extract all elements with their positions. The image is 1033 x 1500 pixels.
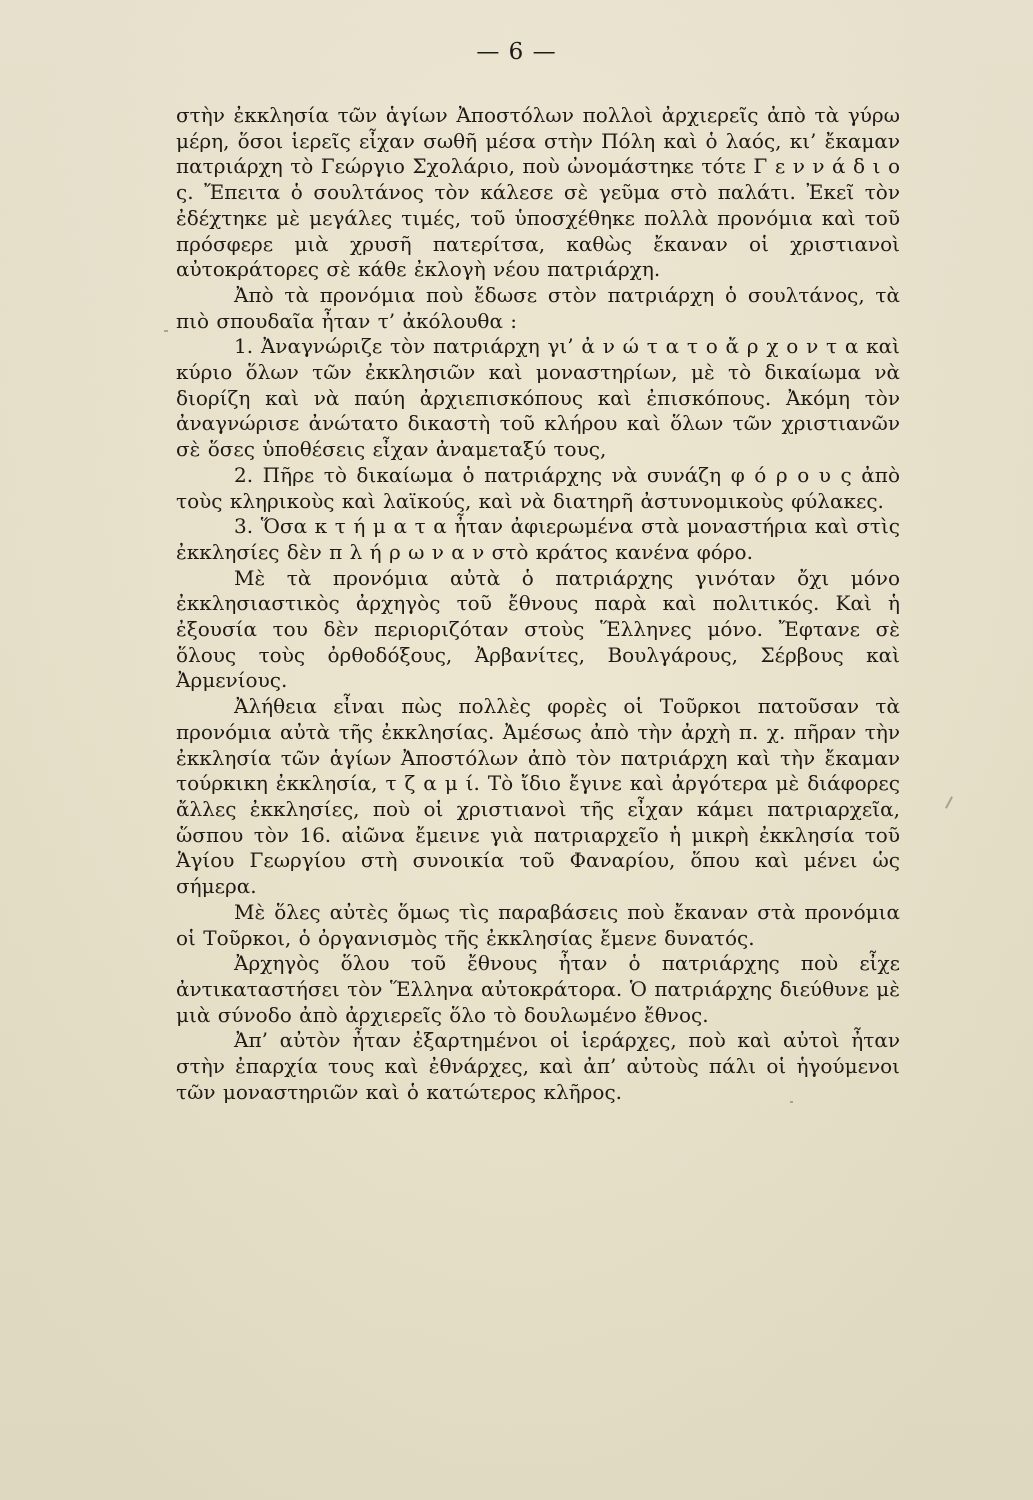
paragraph-privileges-intro: Ἀπὸ τὰ προνόμια ποὺ ἔδωσε στὸν πατριάρχη ὁ σουλτάνος, τὰ πιὸ σπουδαῖα ἦταν τ’ ἀκόλουθα : (176, 282, 900, 333)
paragraph-hierarchy: Ἀπ’ αὐτὸν ἦταν ἐξαρτημένοι οἱ ἱεράρχες, ποὺ καὶ αὐτοὶ ἦταν στὴν ἐπαρχία τους καὶ ἐθνάρχες, καὶ ἀπ’ αὐτοὺς πάλι οἱ ἡγούμενοι τῶν μοναστηριῶν καὶ ὁ κατώτερος κλῆρος. (176, 1028, 900, 1104)
paragraph-continuation: στὴν ἐκκλησία τῶν ἁγίων Ἀποστόλων πολλοὶ ἀρχιερεῖς ἀπὸ τὰ γύρω μέρη, ὅσοι ἱερεῖς εἶχαν σωθῆ μέσα στὴν Πόλη καὶ ὁ λαός, κι’ ἔκαμαν πατριάρχη τὸ Γεώργιο Σχολάριο, ποὺ ὠνομάστηκε τότε Γ ε ν ν ά δ ι ο ς. Ἔπειτα ὁ σουλτάνος τὸν κάλεσε σὲ γεῦμα στὸ παλάτι. Ἐκεῖ τὸν ἐδέχτηκε μὲ μεγάλες τιμές, τοῦ ὑποσχέθηκε πολλὰ προνόμια καὶ τοῦ πρόσφερε μιὰ χρυσῆ πατερίτσα, καθὼς ἔκαναν οἱ χριστιανοὶ αὐτοκράτορες σὲ κάθε ἐκλογὴ νέου πατριάρχη. (176, 103, 900, 282)
scan-mark-left (164, 330, 168, 332)
body-text (176, 103, 900, 1105)
scan-mark-right (945, 796, 953, 808)
page-number: — 6 — (476, 39, 557, 65)
scan-mark-small (790, 1101, 793, 1103)
paragraph-leader-of-nation: Ἀρχηγὸς ὅλου τοῦ ἔθνους ἦταν ὁ πατριάρχης ποὺ εἶχε ἀντικαταστήσει τὸν Ἕλληνα αὐτοκράτορα. Ὁ πατριάρχης διεύθυνε μὲ μιὰ σύνοδο ἀπὸ ἀρχιερεῖς ὅλο τὸ δουλωμένο ἔθνος. (176, 951, 900, 1027)
paragraph-privilege-2: 2. Πῆρε τὸ δικαίωμα ὁ πατριάρχης νὰ συνάζη φ ό ρ ο υ ς ἀπὸ τοὺς κληρικοὺς καὶ λαϊκούς, καὶ νὰ διατηρῆ ἀστυνομικοὺς φύλακες. (176, 462, 900, 513)
paragraph-privilege-1: 1. Ἀναγνώριζε τὸν πατριάρχη γι’ ἀ ν ώ τ α τ ο ἄ ρ χ ο ν τ α καὶ κύριο ὅλων τῶν ἐκκλησιῶν καὶ μοναστηρίων, μὲ τὸ δικαίωμα νὰ διορίζη καὶ νὰ παύη ἀρχιεπισκόπους καὶ ἐπισκόπους. Ἀκόμη τὸν ἀναγνώρισε ἀνώτατο δικαστὴ τοῦ κλήρου καὶ ὅλων τῶν χριστιανῶν σὲ ὅσες ὑποθέσεις εἶχαν ἀναμεταξύ τους, (176, 334, 900, 462)
paragraph-violations: Ἀλήθεια εἶναι πὼς πολλὲς φορὲς οἱ Τοῦρκοι πατοῦσαν τὰ προνόμια αὐτὰ τῆς ἐκκλησίας. Ἀμέσως ἀπὸ τὴν ἀρχὴ π. χ. πῆραν τὴν ἐκκλησία τῶν ἁγίων Ἀποστόλων ἀπὸ τὸν πατριάρχη καὶ τὴν ἔκαμαν τούρκικη ἐκκλησία, τ ζ α μ ί. Τὸ ἴδιο ἔγινε καὶ ἀργότερα μὲ διάφορες ἄλλες ἐκκλησίες, ποὺ οἱ χριστιανοὶ τῆς εἶχαν κάμει πατριαρχεῖα, ὥσπου τὸν 16. αἰῶνα ἔμεινε γιὰ πατριαρχεῖο ἡ μικρὴ ἐκκλησία τοῦ Ἁγίου Γεωργίου στὴ συνοικία τοῦ Φαναρίου, ὅπου καὶ μένει ὡς σήμερα. (176, 694, 900, 899)
paragraph-privilege-3: 3. Ὅσα κ τ ή μ α τ α ἦταν ἀφιερωμένα στὰ μοναστήρια καὶ στὶς ἐκκλησίες δὲν π λ ή ρ ω ν α ν στὸ κράτος κανένα φόρο. (176, 514, 900, 564)
paragraph-church-organization: Μὲ ὅλες αὐτὲς ὅμως τὶς παραβάσεις ποὺ ἔκαναν στὰ προνόμια οἱ Τοῦρκοι, ὁ ὀργανισμὸς τῆς ἐκκλησίας ἔμενε δυνατός. (176, 899, 900, 950)
paragraph-patriarch-authority: Μὲ τὰ προνόμια αὐτὰ ὁ πατριάρχης γινόταν ὄχι μόνο ἐκκλησιαστικὸς ἀρχηγὸς τοῦ ἔθνους παρὰ καὶ πολιτικός. Καὶ ἡ ἐξουσία του δὲν περιοριζόταν στοὺς Ἕλληνες μόνο. Ἔφτανε σὲ ὅλους τοὺς ὀρθοδόξους, Ἀρβανίτες, Βουλγάρους, Σέρβους καὶ Ἀρμενίους. (176, 565, 900, 693)
